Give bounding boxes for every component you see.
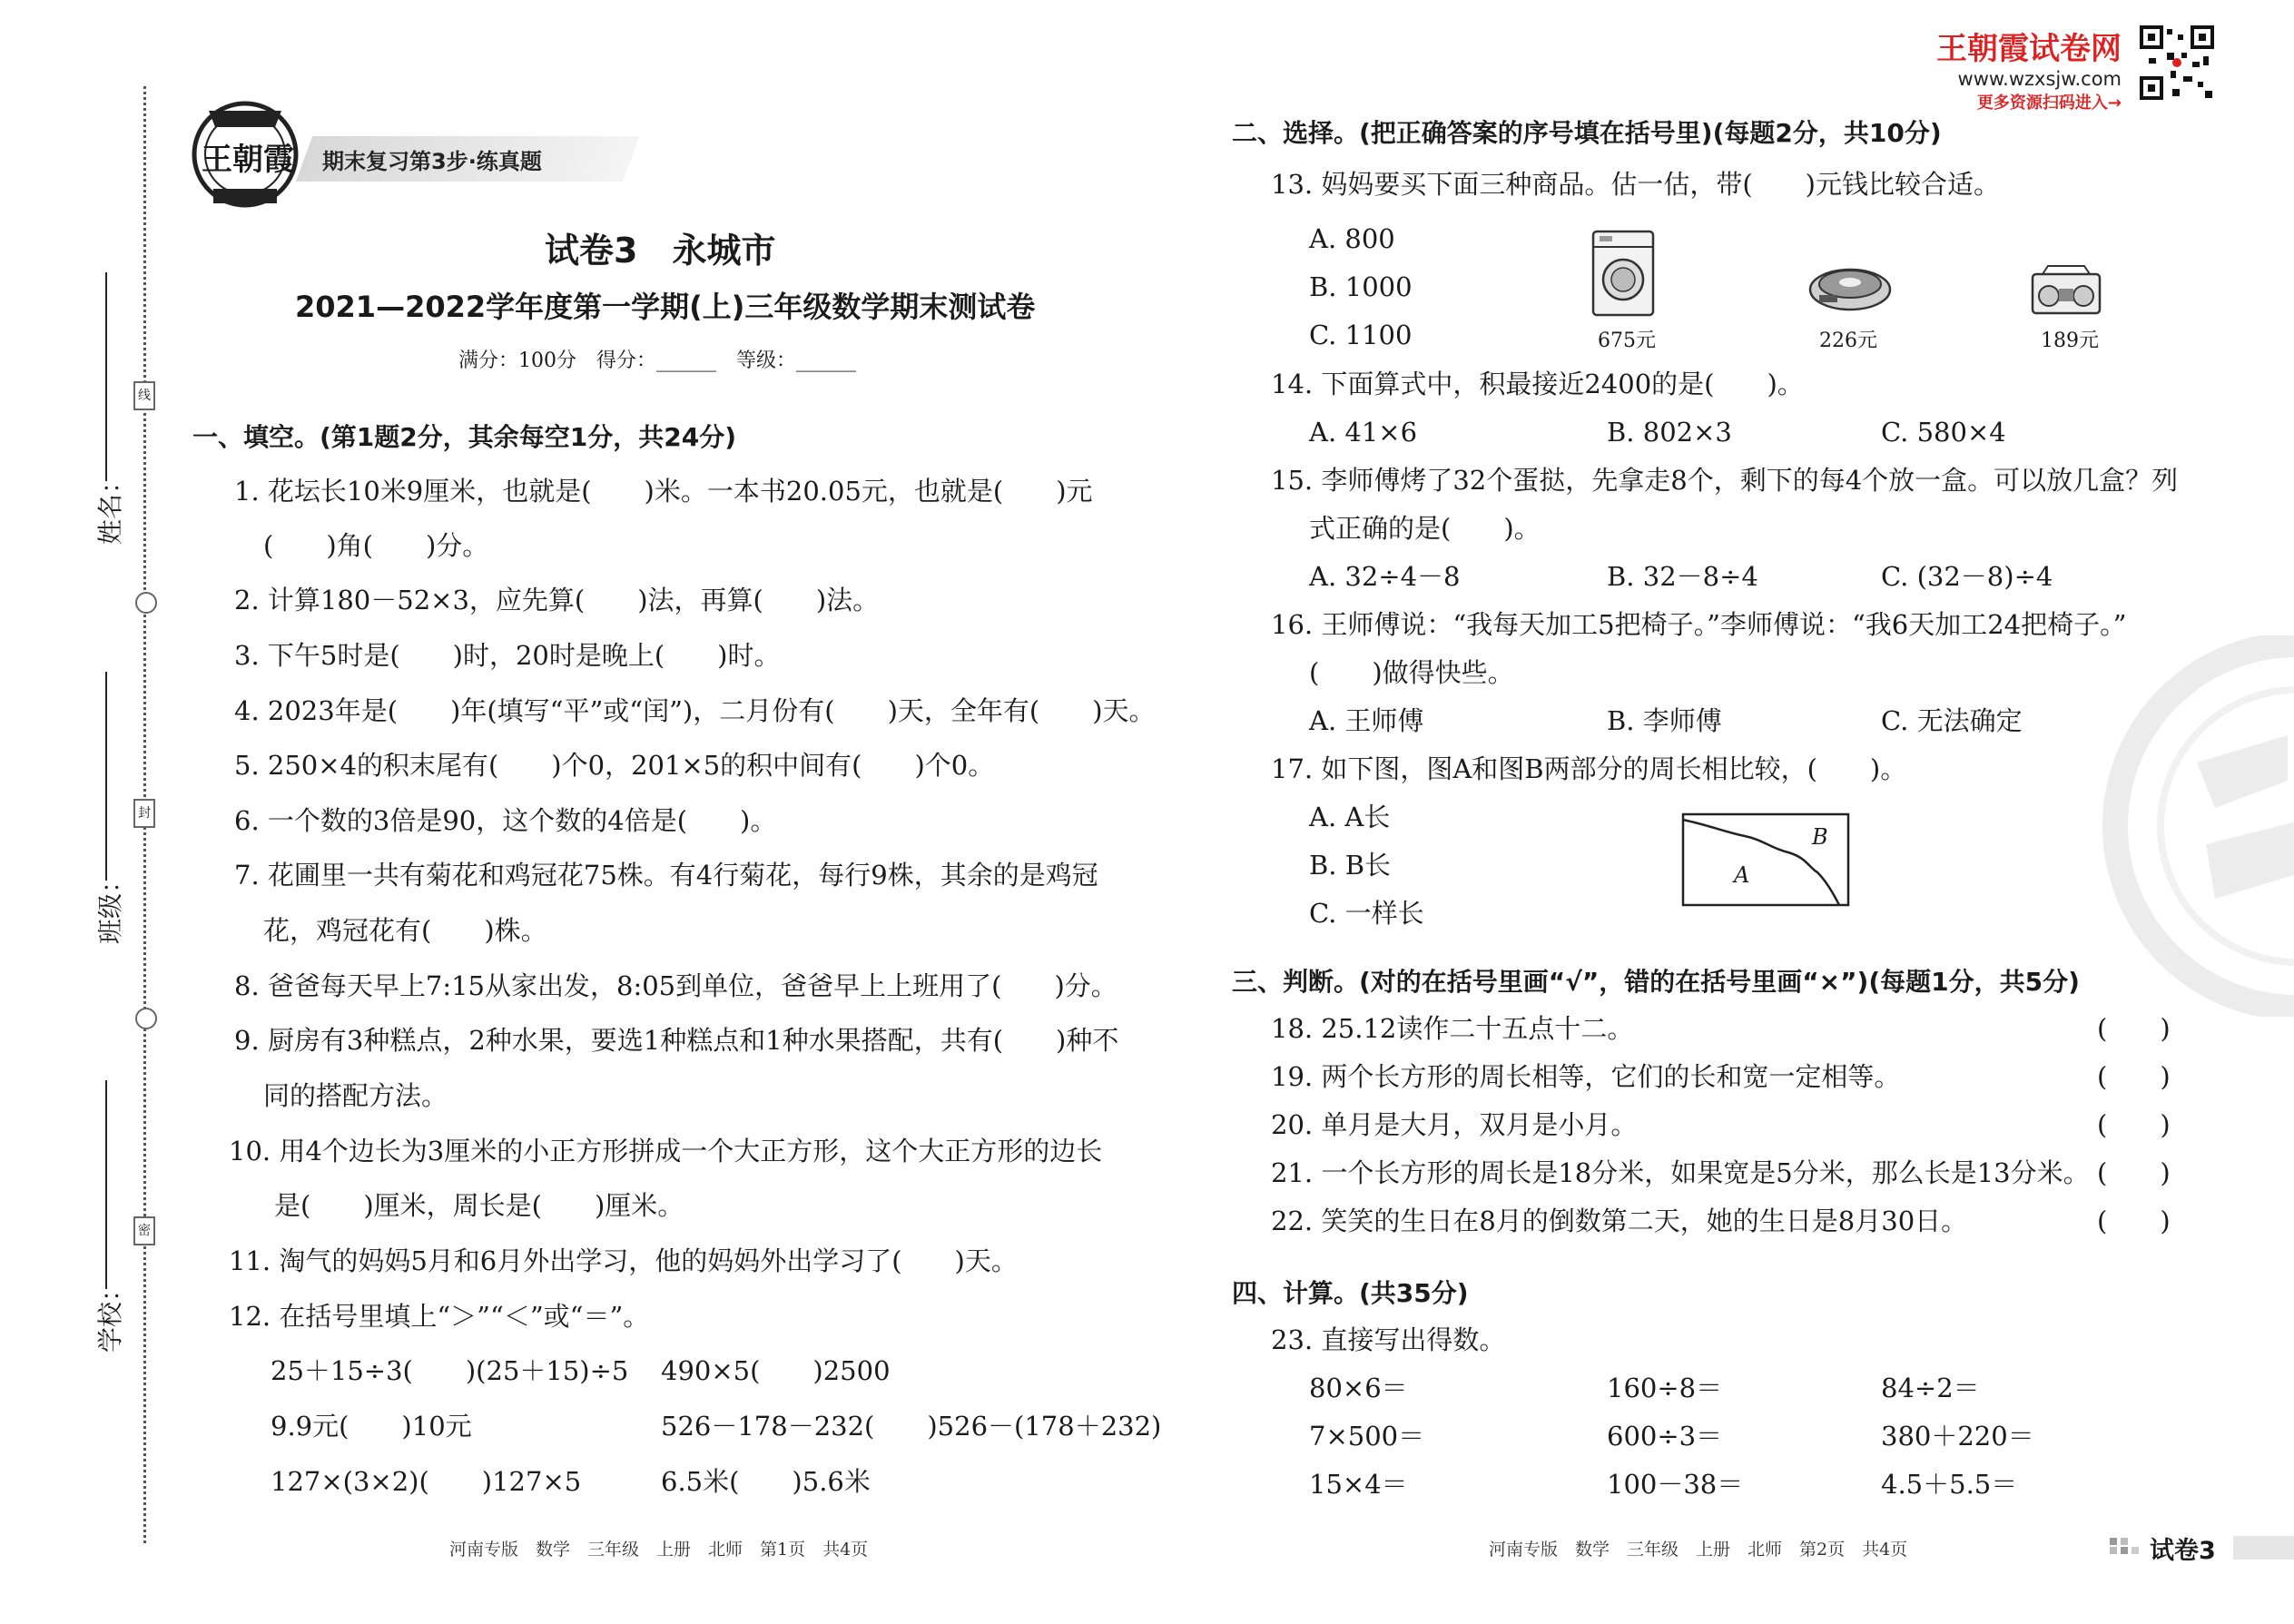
q4: 4. 2023年是( )年(填写“平”或“闰”)，二月份有( )天，全年有( )天。: [234, 695, 1156, 726]
section2-heading: 二、选择。(把正确答案的序号填在括号里)(每题2分，共10分): [1232, 118, 1942, 148]
calc-7: 15×4＝: [1309, 1469, 1408, 1500]
class-label: 班级：: [95, 867, 125, 944]
school-line: [105, 1080, 107, 1289]
q9-line1: 9. 厨房有3种糕点，2种水果，要选1种糕点和1种水果搭配，共有( )种不: [234, 1025, 1119, 1056]
q23: 23. 直接写出得数。: [1271, 1324, 1506, 1355]
paper-title: 试卷3 永城市: [545, 231, 776, 271]
q17: 17. 如下图，图A和图B两部分的周长相比较，( )。: [1271, 753, 1907, 784]
q12-r2a: 9.9元( )10元: [271, 1411, 472, 1442]
brand-tagline: 更多资源扫码进入→: [1976, 94, 2122, 113]
q12-r2b: 526－178－232( )526－(178＋232): [661, 1411, 1162, 1442]
q15-option-b: B. 32－8÷4: [1607, 561, 1758, 592]
q20-answer-paren: ( ): [2097, 1109, 2171, 1140]
qr-code-icon[interactable]: [2140, 25, 2214, 100]
name-line: [105, 272, 107, 481]
q13-option-b: B. 1000: [1309, 271, 1413, 302]
seal-mark-1: 线: [133, 381, 155, 410]
q15-option-c: C. (32－8)÷4: [1881, 561, 2053, 592]
q16-line1: 16. 王师傅说：“我每天加工5把椅子。”李师傅说：“我6天加工24把椅子。”: [1271, 609, 2127, 640]
q14-option-b: B. 802×3: [1607, 417, 1732, 448]
q20: 20. 单月是大月，双月是小月。: [1271, 1109, 1638, 1140]
paper-tag: 试卷3: [2150, 1537, 2216, 1565]
q16-line2: ( )做得快些。: [1309, 657, 1514, 688]
q6: 6. 一个数的3倍是90，这个数的4倍是( )。: [234, 805, 777, 836]
q18: 18. 25.12读作二十五点十二。: [1271, 1013, 1634, 1044]
q17-option-c: C. 一样长: [1309, 898, 1424, 929]
section4-heading: 四、计算。(共35分): [1232, 1278, 1469, 1308]
q14-option-c: C. 580×4: [1881, 417, 2006, 448]
paper-subtitle: 2021—2022学年度第一学期(上)三年级数学期末测试卷: [295, 290, 1036, 324]
calc-5: 600÷3＝: [1607, 1421, 1723, 1452]
calc-9: 4.5＋5.5＝: [1881, 1469, 2018, 1500]
price-electric-pan: 226元: [1819, 330, 1877, 352]
q17-option-a: A. A长: [1309, 802, 1391, 832]
q16-option-b: B. 李师傅: [1607, 705, 1722, 736]
q1-line2: ( )角( )分。: [263, 530, 489, 561]
q8: 8. 爸爸每天早上7:15从家出发，8:05到单位，爸爸早上上班用了( )分。: [234, 970, 1117, 1001]
score-line: 满分：100分 得分：______ 等级：______: [458, 349, 856, 372]
class-line: [105, 672, 107, 881]
q14-option-a: A. 41×6: [1309, 417, 1418, 448]
q12: 12. 在括号里填上“＞”“＜”或“＝”。: [229, 1301, 650, 1332]
brand-url: www.wzxsjw.com: [1957, 68, 2122, 90]
q19-answer-paren: ( ): [2097, 1061, 2171, 1092]
calc-1: 80×6＝: [1309, 1373, 1408, 1403]
q21: 21. 一个长方形的周长是18分米，如果宽是5分米，那么长是13分米。: [1271, 1157, 2090, 1188]
q16-option-c: C. 无法确定: [1881, 705, 2023, 736]
school-label: 学校：: [95, 1275, 125, 1353]
tag-strip: [2233, 1536, 2294, 1560]
logo-banner-text: 期末复习第3步·练真题: [322, 149, 542, 174]
q15-option-a: A. 32÷4－8: [1309, 561, 1461, 592]
price-radio: 189元: [2041, 330, 2099, 352]
q10-line2: 是( )厘米，周长是( )厘米。: [274, 1190, 684, 1221]
q7-line1: 7. 花圃里一共有菊花和鸡冠花75株。有4行菊花，每行9株，其余的是鸡冠: [234, 860, 1098, 891]
q11: 11. 淘气的妈妈5月和6月外出学习，他的妈妈外出学习了( )天。: [229, 1245, 1018, 1276]
radio-icon: [2030, 263, 2102, 316]
section1-heading: 一、填空。(第1题2分，其余每空1分，共24分): [192, 422, 737, 452]
q2: 2. 计算180－52×3，应先算( )法，再算( )法。: [234, 585, 880, 615]
footer-right: 河南专版 数学 三年级 上册 北师 第2页 共4页: [1489, 1540, 1908, 1560]
logo-text: 王朝霞: [202, 142, 294, 178]
q13: 13. 妈妈要买下面三种商品。估一估，带( )元钱比较合适。: [1271, 169, 2000, 200]
brand-name: 王朝霞试卷网: [1936, 31, 2122, 67]
q3: 3. 下午5时是( )时，20时是晚上( )时。: [234, 640, 781, 671]
q9-line2: 同的搭配方法。: [263, 1080, 448, 1111]
q13-option-a: A. 800: [1309, 223, 1395, 254]
section3-heading: 三、判断。(对的在括号里画“√”，错的在括号里画“×”)(每题1分，共5分): [1232, 967, 2080, 997]
q16-option-a: A. 王师傅: [1309, 705, 1424, 736]
figure-label-a: A: [1734, 862, 1750, 888]
binding-ring-1: [135, 592, 157, 614]
seal-mark-2: 封: [133, 799, 155, 828]
q12-r3a: 127×(3×2)( )127×5: [271, 1466, 582, 1497]
calc-2: 160÷8＝: [1607, 1373, 1723, 1403]
calc-8: 100－38＝: [1607, 1469, 1744, 1500]
binding-ring-2: [135, 1008, 157, 1029]
calc-3: 84÷2＝: [1881, 1373, 1980, 1403]
calc-4: 7×500＝: [1309, 1421, 1425, 1452]
price-washing-machine: 675元: [1598, 330, 1656, 352]
tag-decoration-icon: [2108, 1536, 2144, 1556]
q14: 14. 下面算式中，积最接近2400的是( )。: [1271, 369, 1804, 399]
q17-option-b: B. B长: [1309, 850, 1392, 881]
watermark-seal-icon: [2079, 635, 2294, 1017]
q1-line1: 1. 花坛长10米9厘米，也就是( )米。一本书20.05元，也就是( )元: [234, 476, 1093, 507]
q22: 22. 笑笑的生日在8月的倒数第二天，她的生日是8月30日。: [1271, 1206, 1968, 1236]
footer-left: 河南专版 数学 三年级 上册 北师 第1页 共4页: [449, 1540, 869, 1560]
q15-line2: 式正确的是( )。: [1309, 513, 1541, 544]
q7-line2: 花，鸡冠花有( )株。: [263, 915, 547, 946]
seal-mark-3: 密: [133, 1216, 155, 1245]
calc-6: 380＋220＝: [1881, 1421, 2034, 1452]
figure-label-b: B: [1812, 824, 1828, 850]
name-label: 姓名：: [95, 468, 125, 545]
q5: 5. 250×4的积末尾有( )个0，201×5的积中间有( )个0。: [234, 750, 995, 781]
q19: 19. 两个长方形的周长相等，它们的长和宽一定相等。: [1271, 1061, 1901, 1092]
q10-line1: 10. 用4个边长为3厘米的小正方形拼成一个大正方形，这个大正方形的边长: [229, 1136, 1103, 1166]
washing-machine-icon: [1590, 229, 1656, 318]
q12-r1b: 490×5( )2500: [661, 1355, 891, 1386]
q15-line1: 15. 李师傅烤了32个蛋挞，先拿走8个，剩下的每4个放一盒。可以放几盒？列: [1271, 465, 2179, 496]
q22-answer-paren: ( ): [2097, 1206, 2171, 1236]
q13-option-c: C. 1100: [1309, 320, 1413, 350]
q12-r3b: 6.5米( )5.6米: [661, 1466, 871, 1497]
q18-answer-paren: ( ): [2097, 1013, 2171, 1044]
q12-r1a: 25＋15÷3( )(25＋15)÷5: [271, 1355, 629, 1386]
electric-pan-icon: [1807, 259, 1894, 315]
q21-answer-paren: ( ): [2097, 1157, 2171, 1188]
